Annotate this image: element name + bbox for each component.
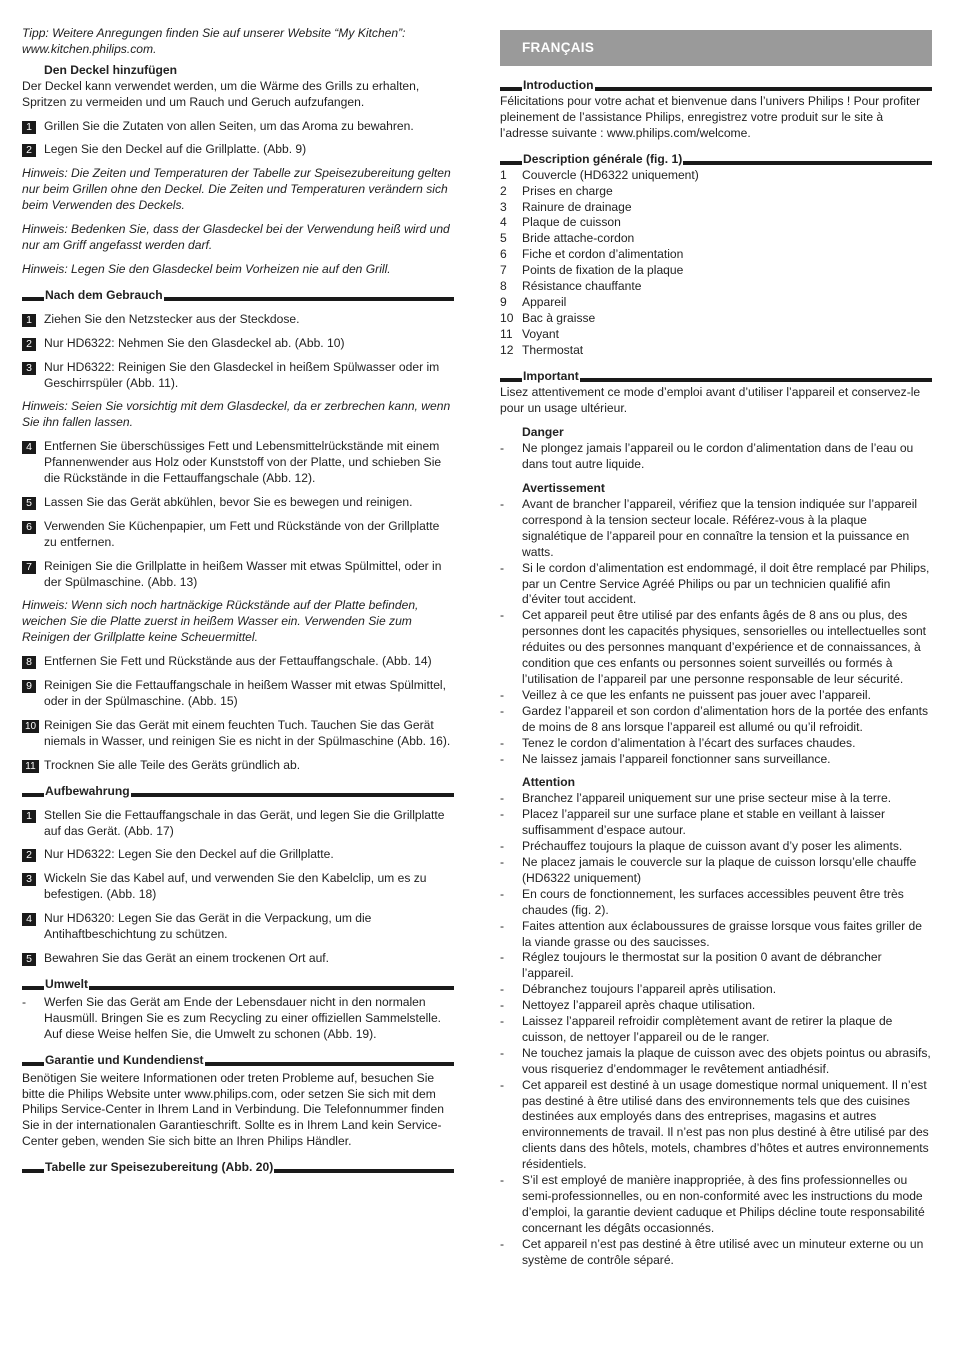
list-item-number: 7: [500, 263, 507, 278]
list-item-number: 12: [500, 342, 514, 357]
bullet-text: Préchauffez toujours la plaque de cuisson avant d’y poser les aliments.: [522, 839, 903, 854]
bullet-item: [500, 950, 932, 982]
important-text: Lisez attentivement ce mode d’emploi avant d’utiliser l’appareil et conservez-le pour un usage ultérieur.: [500, 384, 921, 415]
list-item-number: 10: [500, 310, 514, 325]
bullet-dash: -: [500, 703, 505, 718]
step-item: [22, 142, 454, 158]
step-number-badge: 2: [22, 849, 36, 862]
section-heading-tabelle: [22, 1160, 454, 1176]
section-heading-label: Tabelle zur Speisezubereitung (Abb. 20): [45, 1160, 274, 1175]
step-item: [22, 312, 454, 328]
bullet-text: Faites attention aux éclaboussures de graisse lorsque vous faites griller de la viande grasse ou des saucisses.: [522, 918, 922, 949]
bullet-text: Ne plongez jamais l’appareil ou le cordon d’alimentation dans de l’eau ou dans tout autre liquide.: [522, 441, 914, 472]
bullet-item: [500, 1237, 932, 1269]
step-number-badge: 6: [22, 521, 36, 534]
hinweis-note: Hinweis: Legen Sie den Glasdeckel beim Vorheizen nie auf den Grill.: [22, 261, 391, 276]
step-text: Reinigen Sie die Grillplatte in heißem Wasser mit etwas Spülmittel, oder in der Spülmaschine. (Abb. 13): [44, 558, 442, 589]
step-item: [22, 758, 454, 774]
section-heading-aufbewahrung: [22, 784, 454, 800]
bullet-text: Cet appareil peut être utilisé par des enfants âgés de 8 ans ou plus, des personnes dont les capacités physiques, sensorielles ou intellectuelles sont réduites ou des personnes manquant d’expérience et de connaissances, à condition que ces enfants ou personnes soient surveillés ou formés à l’utilisation de l’appareil par une personne responsable de leur sécurité.: [522, 608, 927, 686]
step-item: [22, 951, 454, 967]
tip-text: Tipp: Weitere Anregungen finden Sie auf unserer Website “My Kitchen”: www.kitchen.philips.com.: [22, 26, 406, 56]
step-item: [22, 871, 454, 903]
step-text: Nur HD6322: Nehmen Sie den Glasdeckel ab. (Abb. 10): [44, 335, 345, 350]
section-heading-label: Description générale (fig. 1): [523, 151, 683, 166]
list-item-text: Résistance chauffante: [522, 279, 642, 294]
bullet-item: [500, 791, 932, 807]
danger-list: [500, 441, 932, 473]
step-item: [22, 808, 454, 840]
step-item: [22, 559, 454, 591]
step-number-badge: 4: [22, 913, 36, 926]
list-item-text: Couvercle (HD6322 uniquement): [522, 167, 699, 182]
bullet-dash: -: [500, 950, 505, 965]
hinweis-note: Hinweis: Bedenken Sie, dass der Glasdeckel bei der Verwendung heiß wird und nur am Griff angefasst werden darf.: [22, 222, 450, 252]
list-item: [500, 327, 932, 343]
list-item: [500, 200, 932, 216]
section-heading-introduction: [500, 78, 932, 94]
nach-steps: [22, 312, 454, 392]
step-text: Wickeln Sie das Kabel auf, und verwenden Sie den Kabelclip, um es zu befestigen. (Abb. 18): [44, 871, 427, 902]
bullet-item: [500, 1014, 932, 1046]
bullet-dash: -: [500, 998, 505, 1013]
bullet-item: [500, 919, 932, 951]
bullet-item: [500, 855, 932, 887]
list-item-text: Prises en charge: [522, 183, 613, 198]
section-heading-important: [500, 369, 932, 385]
bullet-text: Tenez le cordon d’alimentation à l’écart des surfaces chaudes.: [522, 735, 856, 750]
step-item: [22, 360, 454, 392]
list-item-text: Thermostat: [522, 342, 584, 357]
bullet-item: [500, 1046, 932, 1078]
umwelt-item: - Werfen Sie das Gerät am Ende der Lebensdauer nicht in den normalen Hausmüll. Bringen Sie es zum Recycling zu einer offiziellen Sammelstelle. Auf diese Weise helfen Sie, die Umwelt zu schonen (Abb. 19).: [22, 995, 454, 1043]
step-item: [22, 495, 454, 511]
list-item-number: 2: [500, 183, 507, 198]
step-number-badge: 5: [22, 497, 36, 510]
step-text: Ziehen Sie den Netzstecker aus der Steckdose.: [44, 311, 300, 326]
bullet-item: [500, 982, 932, 998]
intro-text: Félicitations pour votre achat et bienvenue dans l’univers Philips ! Pour profiter pleinement de l’assistance Philips, enregistrez votre produit sur le site à l’adresse suivante : www.philips.com/welcome.: [500, 94, 921, 140]
bullet-dash: -: [500, 791, 505, 806]
deckel-text: Der Deckel kann verwendet werden, um die Wärme des Grills zu erhalten, Spritzen zu vermeiden und um Rauch und Geruch aufzufangen.: [22, 78, 420, 109]
list-item-number: 5: [500, 231, 507, 246]
list-item: [500, 231, 932, 247]
section-heading-label: Aufbewahrung: [45, 783, 130, 798]
step-text: Legen Sie den Deckel auf die Grillplatte. (Abb. 9): [44, 142, 307, 157]
list-item: [500, 279, 932, 295]
step-text: Verwenden Sie Küchenpapier, um Fett und Rückstände von der Grillplatte zu entfernen.: [44, 518, 440, 549]
section-heading-label: Introduction: [523, 78, 594, 93]
bullet-item: [500, 839, 932, 855]
step-text: Nur HD6322: Reinigen Sie den Glasdeckel in heißem Spülwasser oder im Geschirrspüler (Abb. 11).: [44, 359, 440, 390]
step-number-badge: 8: [22, 656, 36, 669]
bullet-dash: -: [500, 497, 505, 512]
bullet-dash: -: [500, 839, 505, 854]
bullet-dash: -: [500, 1014, 505, 1029]
subheading-attention: Attention: [522, 775, 576, 790]
bullet-dash: -: [500, 807, 505, 822]
aufbewahrung-steps: [22, 808, 454, 967]
section-heading-label: Umwelt: [45, 976, 89, 991]
step-text: Entfernen Sie Fett und Rückstände aus der Fettauffangschale. (Abb. 14): [44, 654, 432, 669]
nach-steps: [22, 654, 454, 773]
bullet-dash: -: [500, 1077, 505, 1092]
step-number-badge: 3: [22, 362, 36, 375]
bullet-item: [500, 441, 932, 473]
list-item-number: 3: [500, 199, 507, 214]
section-heading-label: Nach dem Gebrauch: [45, 287, 163, 302]
list-item-text: Points de fixation de la plaque: [522, 263, 684, 278]
step-item: [22, 911, 454, 943]
step-item: [22, 718, 454, 750]
step-number-badge: 2: [22, 144, 36, 157]
step-number-badge: 1: [22, 810, 36, 823]
step-text: Nur HD6322: Legen Sie den Deckel auf die Grillplatte.: [44, 847, 334, 862]
german-column: [22, 26, 454, 1176]
section-heading-garantie: [22, 1053, 454, 1069]
bullet-text: Veillez à ce que les enfants ne puissent pas jouer avec l’appareil.: [522, 687, 871, 702]
bullet-text: Ne laissez jamais l’appareil fonctionner sans surveillance.: [522, 751, 831, 766]
section-heading-umwelt: [22, 977, 454, 993]
bullet-item: [500, 887, 932, 919]
list-item-number: 6: [500, 247, 507, 262]
bullet-dash: -: [500, 1173, 505, 1188]
attention-list: [500, 791, 932, 1268]
bullet-item: [500, 688, 932, 704]
bullet-dash: -: [500, 1045, 505, 1060]
bullet-dash: -: [500, 608, 505, 623]
list-item: [500, 343, 932, 359]
description-list: [500, 168, 932, 359]
bullet-dash: -: [500, 560, 505, 575]
step-item: [22, 847, 454, 863]
bullet-text: Avant de brancher l’appareil, vérifiez que la tension indiquée sur l’appareil correspond à la tension secteur locale. Référez-vous à la plaque signalétique de l’appareil pour en connaître la tension et la puissance en watts.: [522, 497, 918, 559]
list-item: [500, 295, 932, 311]
bullet-dash: -: [500, 1236, 505, 1251]
bullet-item: [500, 561, 932, 609]
list-item-text: Bride attache-cordon: [522, 231, 635, 246]
bullet-text: Cet appareil n’est pas destiné à être utilisé avec un minuteur externe ou un système de contrôle séparé.: [522, 1236, 924, 1267]
step-text: Stellen Sie die Fettauffangschale in das Gerät, und legen Sie die Grillplatte auf das Gerät. (Abb. 17): [44, 807, 445, 838]
deckel-steps: [22, 119, 454, 159]
list-item-text: Appareil: [522, 294, 567, 309]
language-title-bar: FRANÇAIS: [500, 30, 932, 66]
bullet-item: [500, 752, 932, 768]
step-number-badge: 3: [22, 873, 36, 886]
bullet-item: [500, 704, 932, 736]
bullet-dash: -: [500, 751, 505, 766]
list-item-number: 9: [500, 294, 507, 309]
hinweis-note: Hinweis: Die Zeiten und Temperaturen der Tabelle zur Speisezubereitung gelten nur beim Grillen ohne den Deckel. Die Zeiten und Temperaturen verändern sich beim Verwenden des Deckels.: [22, 166, 451, 213]
list-item-text: Plaque de cuisson: [522, 215, 621, 230]
step-text: Nur HD6320: Legen Sie das Gerät in die Verpackung, um die Antihaftbeschichtung zu schützen.: [44, 911, 372, 942]
bullet-text: Réglez toujours le thermostat sur la position 0 avant de débrancher l’appareil.: [522, 950, 882, 981]
nach-steps: [22, 439, 454, 590]
list-item-text: Voyant: [522, 326, 559, 341]
step-item: [22, 678, 454, 710]
section-subtitle-deckel: Den Deckel hinzufügen: [44, 62, 178, 77]
step-number-badge: 9: [22, 680, 36, 693]
section-heading-description: [500, 152, 932, 168]
list-item: [500, 215, 932, 231]
step-number-badge: 11: [22, 760, 39, 773]
step-text: Reinigen Sie das Gerät mit einem feuchten Tuch. Tauchen Sie das Gerät niemals in Wasser, und reinigen Sie es nicht in der Spülmaschine (Abb. 16).: [44, 717, 451, 748]
step-number-badge: 5: [22, 953, 36, 966]
bullet-text: Ne placez jamais le couvercle sur la plaque de cuisson lorsqu’elle chauffe (HD6322 uniquement): [522, 854, 917, 885]
bullet-dash: -: [500, 886, 505, 901]
bullet-item: [500, 736, 932, 752]
bullet-text: Placez l’appareil sur une surface plane et stable en veillant à laisser suffisamment d’espace autour.: [522, 807, 886, 838]
bullet-text: Cet appareil est destiné à un usage domestique normal uniquement. Il n’est pas destiné à être utilisé dans des environnements tels que des cuisines destinées aux employés dans des entreprises, magasins et autres environnements de travail. Il n’est pas non plus destiné à être utilisé par des clients dans des hôtels, motels, chambres d’hôtes et autres environnements résidentiels.: [522, 1077, 929, 1172]
step-text: Entfernen Sie überschüssiges Fett und Lebensmittelrückstände mit einem Pfannenwender aus Holz oder Kunststoff von der Platte, und schieben Sie die Rückstände in die Fettauffangschale (Abb. 12).: [44, 439, 442, 486]
section-heading-label: Garantie und Kundendienst: [45, 1052, 204, 1067]
avertissement-list: [500, 497, 932, 767]
hinweis-note: Hinweis: Seien Sie vorsichtig mit dem Glasdeckel, da er zerbrechen kann, wenn Sie ihn fallen lassen.: [22, 399, 451, 430]
subheading-avertissement: Avertissement: [522, 481, 605, 496]
french-column: [500, 30, 932, 1269]
bullet-item: [500, 608, 932, 688]
list-item: [500, 247, 932, 263]
list-item-number: 4: [500, 215, 507, 230]
list-item-text: Bac à graisse: [522, 310, 596, 325]
list-item-text: Fiche et cordon d’alimentation: [522, 247, 684, 262]
bullet-dash: -: [500, 441, 505, 456]
bullet-dash: -: [500, 687, 505, 702]
list-item: [500, 168, 932, 184]
list-item: [500, 311, 932, 327]
step-item: [22, 519, 454, 551]
list-item: [500, 263, 932, 279]
bullet-item: [500, 807, 932, 839]
bullet-text: En cours de fonctionnement, les surfaces accessibles peuvent être très chaudes (fig. 2).: [522, 886, 904, 917]
list-item: [500, 184, 932, 200]
bullet-text: Ne touchez jamais la plaque de cuisson avec des objets pointus ou abrasifs, vous risqueriez d’endommager le revêtement antiadhésif.: [522, 1045, 931, 1076]
step-number-badge: 4: [22, 441, 36, 454]
step-text: Bewahren Sie das Gerät an einem trockenen Ort auf.: [44, 950, 330, 965]
step-text: Trocknen Sie alle Teile des Geräts gründlich ab.: [44, 757, 301, 772]
section-heading-label: Important: [523, 368, 579, 383]
bullet-text: Gardez l’appareil et son cordon d’alimentation hors de la portée des enfants de moins de 8 ans lorsque l’appareil est allumé ou qu’il refroidit.: [522, 703, 929, 734]
list-item-text: Rainure de drainage: [522, 199, 632, 214]
step-number-badge: 1: [22, 121, 36, 134]
bullet-item: [500, 1173, 932, 1237]
bullet-text: Si le cordon d’alimentation est endommagé, il doit être remplacé par Philips, par un Centre Service Agréé Philips ou par un technicien qualifié afin d’éviter tout accident.: [522, 560, 930, 607]
step-item: [22, 654, 454, 670]
list-item-number: 11: [500, 326, 513, 341]
bullet-dash: -: [500, 918, 505, 933]
step-number-badge: 1: [22, 314, 36, 327]
bullet-item: [500, 1078, 932, 1173]
list-item-number: 8: [500, 279, 507, 294]
bullet-text: S’il est employé de manière inappropriée, à des fins professionnelles ou semi-professionnelles, ou en non-conformité avec les instructions du mode d’emploi, la garantie devient caduque et Philips décline toute responsabilité concernant les dégâts occasionnés.: [522, 1173, 925, 1235]
section-heading-nach-dem-gebrauch: [22, 288, 454, 304]
bullet-dash: -: [500, 735, 505, 750]
subheading-danger: Danger: [522, 425, 564, 440]
step-number-badge: 2: [22, 338, 36, 351]
umwelt-text: Werfen Sie das Gerät am Ende der Lebensdauer nicht in den normalen Hausmüll. Bringen Sie es zum Recycling zu einer offiziellen Sammelstelle. Auf diese Weise helfen Sie, die Umwelt zu schonen (Abb. 19).: [44, 994, 442, 1041]
step-number-badge: 10: [22, 720, 39, 733]
bullet-item: [500, 497, 932, 561]
bullet-text: Branchez l’appareil uniquement sur une prise secteur mise à la terre.: [522, 791, 892, 806]
bullet-text: Laissez l’appareil refroidir complètement avant de retirer la plaque de cuisson, de nettoyer l’appareil ou de le ranger.: [522, 1014, 893, 1044]
bullet-text: Débranchez toujours l’appareil après utilisation.: [522, 982, 777, 997]
step-item: [22, 439, 454, 487]
step-text: Reinigen Sie die Fettauffangschale in heißem Wasser mit etwas Spülmittel, oder in der Spülmaschine. (Abb. 15): [44, 678, 446, 708]
list-item-number: 1: [500, 167, 507, 182]
garantie-text: Benötigen Sie weitere Informationen oder treten Probleme auf, besuchen Sie bitte die Philips Website unter www.philips.com, oder setzen Sie sich mit dem Philips Service-Center in Ihrem Land in Verbindung. Die Telefonnummer finden Sie in der internationalen Garantieschrift. Sollte es in Ihrem Land kein Service-Center geben, wenden Sie sich bitte an Ihren Philips Händler.: [22, 1070, 444, 1149]
step-number-badge: 7: [22, 561, 36, 574]
step-item: [22, 119, 454, 135]
step-text: Lassen Sie das Gerät abkühlen, bevor Sie es bewegen und reinigen.: [44, 494, 413, 509]
bullet-item: [500, 998, 932, 1014]
bullet-dash: -: [500, 982, 505, 997]
bullet-dash: -: [500, 854, 505, 869]
step-item: [22, 336, 454, 352]
hinweis-note: Hinweis: Wenn sich noch hartnäckige Rückstände auf der Platte befinden, weichen Sie die Platte zuerst in heißem Wasser ein. Verwenden Sie zum Reinigen der Grillplatte keine Scheuermittel.: [22, 598, 419, 645]
step-text: Grillen Sie die Zutaten von allen Seiten, um das Aroma zu bewahren.: [44, 118, 414, 133]
bullet-text: Nettoyez l’appareil après chaque utilisation.: [522, 998, 756, 1013]
